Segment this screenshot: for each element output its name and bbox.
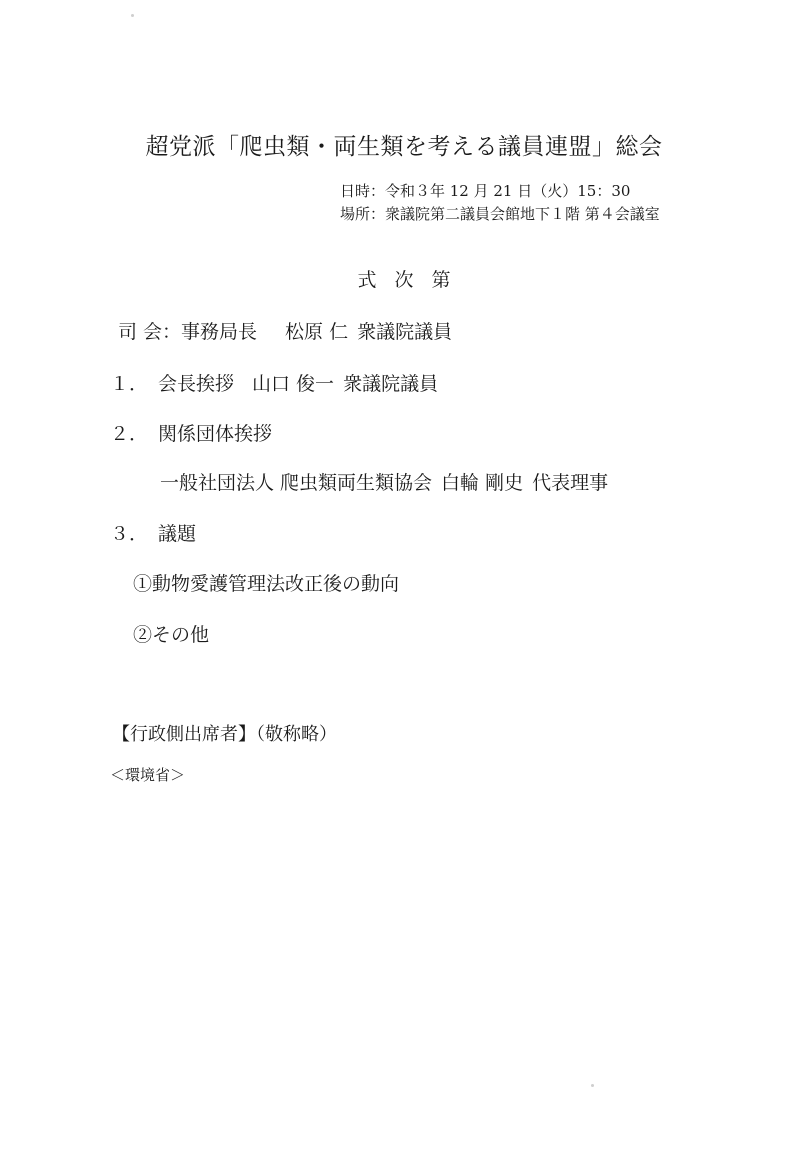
ministry-label: ＜環境省＞ xyxy=(110,766,186,784)
agenda-number: ３． xyxy=(110,523,149,545)
chair-role: 衆議院議員 xyxy=(357,321,453,343)
topic-item: ②その他 xyxy=(133,624,210,646)
agenda-number: ２． xyxy=(110,423,149,445)
topic-item: ①動物愛護管理法改正後の動向 xyxy=(133,573,400,595)
speaker-role: 衆議院議員 xyxy=(343,373,439,395)
organization-name: 一般社団法人 爬虫類両生類協会 xyxy=(160,472,433,494)
agenda-number: １． xyxy=(110,373,149,395)
agenda-text: 議題 xyxy=(158,523,197,545)
chair-line xyxy=(118,317,452,344)
program-heading: 式次第 xyxy=(357,269,469,291)
chair-name: 松原 仁 xyxy=(285,321,349,343)
scan-speck xyxy=(131,14,134,17)
representative-name: 白輪 剛史 xyxy=(441,472,524,494)
meeting-venue: 場所：衆議院第二議員会館地下１階 第４会議室 xyxy=(340,205,660,223)
attendees-heading: 【行政側出席者】（敬称略） xyxy=(112,724,337,745)
agenda-text: 会長挨拶 xyxy=(158,373,235,395)
meeting-datetime: 日時：令和３年 12 月 21 日（火）15：30 xyxy=(340,182,631,200)
meeting-info xyxy=(340,180,660,226)
representative-role: 代表理事 xyxy=(532,472,609,494)
document-title: 超党派「爬虫類・両生類を考える議員連盟」総会 xyxy=(145,134,663,160)
scan-speck xyxy=(591,1084,594,1087)
speaker-name: 山口 俊一 xyxy=(252,373,335,395)
agenda-text: 関係団体挨拶 xyxy=(158,423,273,445)
agenda-item-1 xyxy=(110,369,438,396)
agenda-item-3 xyxy=(110,519,196,546)
organization-greeting xyxy=(160,468,608,495)
agenda-item-2 xyxy=(110,419,272,446)
chair-label: 司 会：事務局長 xyxy=(118,321,258,343)
